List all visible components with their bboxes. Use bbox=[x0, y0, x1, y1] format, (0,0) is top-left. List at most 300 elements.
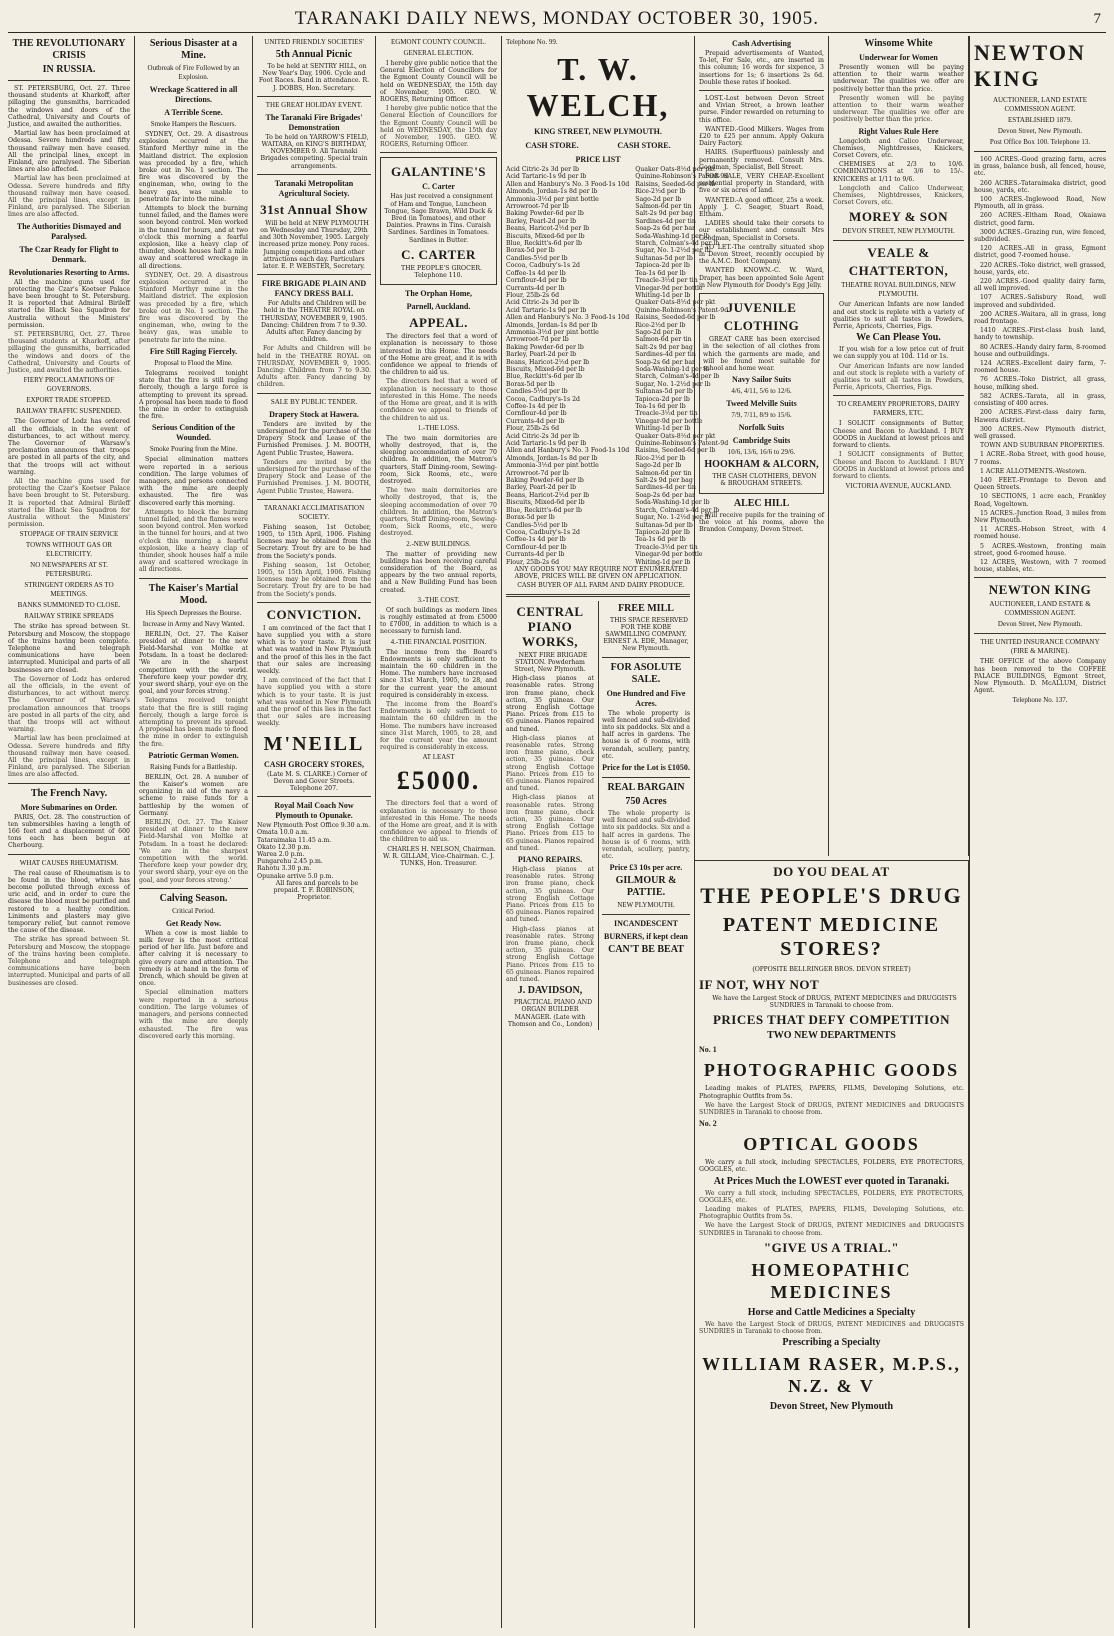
ad-text: Telephone No. 99. bbox=[506, 38, 558, 46]
price-item: Sultanas-5d per lb bbox=[635, 388, 693, 396]
ad-text: (OPPOSITE BELLRINGER BROS. DEVON STREET) bbox=[752, 965, 911, 973]
ad-text: We carry a full stock, including SPECTACLES, FOLDERS, EYE PROTECTORS, GOGGLES, etc. bbox=[699, 1159, 964, 1174]
price-item: Cornflour-4d per lb bbox=[506, 277, 567, 285]
rule bbox=[257, 393, 371, 394]
ad-text: CASH BUYER OF ALL FARM AND DAIRY PRODUCE. bbox=[517, 582, 685, 590]
ad-text: High-class pianos at reasonable rates. Strong iron frame piano, check action, 35 guineas. Our strong English Cottage Piano. Prices from £15 to 65 guineas. Pianos repaired and tuned. bbox=[506, 675, 594, 733]
drug-store-ad bbox=[695, 860, 969, 1628]
rule bbox=[257, 602, 371, 603]
ad-heading: M'NEILL bbox=[263, 732, 365, 755]
ad-heading: GILMOUR & PATTIE. bbox=[615, 875, 677, 899]
subhead: NO NEWSPAPERS AT ST. PETERSBURG. bbox=[30, 561, 108, 579]
ad-heading: 3.-THE COST. bbox=[417, 595, 460, 604]
classified-ad: TO LET.-The centrally situated shop in Devon Street, recently occupied by the A.M.C. Boot Company. bbox=[699, 243, 824, 266]
subhead: Outbreak of Fire Followed by an Explosion. bbox=[147, 64, 240, 81]
price-item: Starch, Colman's-4d per lb bbox=[635, 240, 720, 248]
property-listing: 220 ACRES.-Toko district, well grassed, house, yards, etc. bbox=[974, 261, 1106, 276]
ad-text: I SOLICIT consignments of Butter, Cheese and Bacon to Auckland. I BUY GOODS in Auckland at lowest prices and forward to clients. bbox=[833, 451, 964, 480]
ad-heading: NEWTON KING bbox=[974, 40, 1086, 91]
ad-text: Prepaid advertisements of Wanted, To-let, For Sale, etc., are inserted in this column; 16 words for sixpence, 3 insertions for 1s; 6 insertions 2s 6d. Double these rates if booked. bbox=[699, 50, 824, 86]
subhead: Smoke Pouring from the Mine. bbox=[149, 445, 238, 454]
ad-text: I hereby give public notice that the General Election of Councillors for the Egmont County Council will be held on WEDNESDAY, the 15th day of November, 1905. GEO. W. ROGERS, Returning Officer. bbox=[380, 105, 497, 149]
ad-text: THIS SPACE RESERVED FOR THE KOBE SAWMILLING COMPANY. ERNEST A. EDE, Manager, New Plymouth. bbox=[603, 616, 689, 653]
article-text: When a cow is most liable to milk fever is the most critical period of her life. Just before and after calving it is necessary to give every care and attention. The remedy is at hand in the form of Drench, which should be given at once. bbox=[139, 929, 248, 988]
ad-heading: Horse and Cattle Medicines a Specialty bbox=[747, 1306, 916, 1318]
ad-heading: APPEAL. bbox=[409, 315, 468, 331]
ad-heading: Norfolk Suits bbox=[738, 423, 785, 433]
price-item: Biscuits, Mixed-6d per lb bbox=[506, 499, 585, 507]
ad-text: The directors feel that a word of explanation is necessary to those interested in this Home. The needs of the Home are great, and it is with confidence we appeal to friends of the children to aid us. bbox=[380, 800, 497, 844]
property-listing: 1 ACRE ALLOTMENTS.-Westown. bbox=[980, 467, 1087, 475]
price-item: Candles-5½d per lb bbox=[506, 388, 568, 396]
ad-heading: THE GREAT HOLIDAY EVENT. bbox=[265, 100, 363, 109]
masthead-title: TARANAKI DAILY NEWS, MONDAY OCTOBER 30, 1905. bbox=[294, 8, 820, 29]
headline-navy: The French Navy. bbox=[30, 787, 108, 799]
price-item: Raisins, Seeded-6d per lb bbox=[635, 180, 716, 188]
price-item: Blue, Reckitt's-6d per lb bbox=[506, 373, 582, 381]
price-item: Rice-2½d per lb bbox=[635, 321, 686, 329]
subhead: RAILWAY STRIKE SPREADS bbox=[24, 612, 114, 621]
price-item: Barley, Pearl-2d per lb bbox=[506, 217, 577, 225]
piano-ad bbox=[506, 601, 594, 1031]
price-item: Baking Powder-6d per lb bbox=[506, 343, 584, 351]
classified-ad: HAIRS. (Superfluous) painlessly and permanently removed. Consult Mrs. Goodman, Specialist, Bell Street. bbox=[699, 149, 824, 171]
ad-text: I SOLICIT consignments of Butter, Cheese and Bacon to Auckland. I BUY GOODS in Auckland at lowest prices and forward to clients. bbox=[833, 420, 964, 450]
price-item: Starch, Colman's-4d per lb bbox=[635, 506, 720, 514]
ad-text: I am convinced of the fact that I have supplied you with a store which is to your taste. It is just what was wanted in New Plymouth and the proof of this lies in the fact that our sales are increasing weekly. bbox=[257, 624, 371, 675]
ad-text: The matter of providing new buildings has been receiving careful consideration of the Board, as appears by the two annual reports, and a New Building Fund has been created. bbox=[380, 550, 497, 594]
rule bbox=[974, 151, 1106, 152]
property-listing: 80 ACRES.-Handy dairy farm, 8-roomed house and outbuildings. bbox=[974, 343, 1106, 358]
price-item: Beans, Haricot-2½d per lb bbox=[506, 491, 590, 499]
ad-heading: THE UNITED INSURANCE COMPANY (FIRE & MARINE). bbox=[980, 638, 1100, 656]
price-item: Currants-4d per lb bbox=[506, 551, 565, 559]
property-listing: 1 ACRE.-Roba Street, with good house, 7 rooms. bbox=[974, 451, 1106, 466]
ad-heading: Price for the Lot is £1050. bbox=[602, 762, 690, 772]
ad-heading: C. Carter bbox=[422, 182, 455, 192]
ad-text: NEXT FIRE BRIGADE STATION. Powderham Street, New Plymouth. bbox=[514, 651, 588, 673]
price-item: Soap-2s 6d per bar bbox=[635, 225, 696, 233]
price-item: Whiting-1d per lb bbox=[635, 291, 691, 299]
ad-heading: NEW PLYMOUTH. bbox=[617, 901, 675, 910]
ad-text: VICTORIA AVENUE, AUCKLAND. bbox=[845, 482, 952, 491]
ad-heading: Devon Street, New Plymouth bbox=[769, 1401, 894, 1413]
price-item: Sardines-4d per tin bbox=[635, 217, 696, 225]
timetable-row: Warea 2.0 p.m. bbox=[257, 851, 305, 859]
ad-heading: GENERAL ELECTION. bbox=[403, 49, 474, 57]
price-item: Tapioca-2d per lb bbox=[635, 262, 690, 270]
timetable-row: Pungarehu 2.45 p.m. bbox=[257, 858, 323, 866]
ad-heading: TWO NEW DEPARTMENTS bbox=[767, 1030, 896, 1042]
ad-text: The two main dormitories are wholly destroyed, that is, the sleeping accommodation of over 70 children. In addition, the Matron's quarters, Staff Dining-room, Sewing-room, Sick Rooms, etc., were destroyed. bbox=[380, 434, 497, 485]
price-item: Quinine-Robinson's Patent-9d bbox=[635, 173, 729, 181]
ad-heading: No. 1 bbox=[699, 1045, 717, 1055]
timetable-row: New Plymouth Post Office 9.30 a.m. bbox=[257, 822, 371, 830]
price-item: Treacle-3½d per tin bbox=[635, 410, 698, 418]
ad-text: CHARLES H. NELSON, Chairman. W. R. GILLAM, Vice-Chairman. C. J. TUNKS, Hon. Treasurer. bbox=[383, 845, 496, 868]
price-item: Sago-2d per lb bbox=[635, 328, 682, 336]
price-item: Candles-5½d per lb bbox=[506, 254, 568, 262]
article-text: The Governor of Lodz has ordered all the officials, in the event of disturbances, to act without mercy. The Governor of Warsaw's proclamation announces that troops are posted in all parts of the city, and that the troops will act without warning. bbox=[8, 675, 130, 734]
price-item: Quaker Oats-8½d per pkt bbox=[635, 432, 716, 440]
price-item: Cornflour-4d per lb bbox=[506, 543, 567, 551]
subhead: Increase in Army and Navy Wanted. bbox=[142, 619, 245, 628]
ad-text: Will be held at NEW PLYMOUTH on Wednesday and Thursday, 29th and 30th November, 1905. Largely increased prize money. Pony races. Jumping competitions and other attractions each day. Particulars later. E. P. WEBSTER, Secretary. bbox=[258, 219, 370, 271]
price-item: Almonds, Jordan-1s 8d per lb bbox=[506, 188, 598, 196]
ad-text: Devon Street, New Plymouth. bbox=[997, 620, 1083, 629]
property-listing: 3000 ACRES.-Grazing run, wire fenced, subdivided. bbox=[974, 228, 1106, 244]
ad-heading: Cambridge Suits bbox=[732, 436, 791, 446]
property-listing: 140 FEET.-Frontage to Devon and Queen Streets. bbox=[974, 476, 1106, 492]
subhead: Raising Funds for a Battleship. bbox=[150, 762, 237, 771]
price-item: Cocoa, Cadbury's-1s 2d bbox=[506, 262, 580, 270]
ad-text: Will receive pupils for the training of the voice at his rooms, above the Brandon Company, Devon Street. bbox=[699, 511, 824, 533]
subhead: More Submarines on Order. bbox=[20, 802, 118, 812]
article-text: Martial law has been proclaimed at Odessa. Severe hundreds and fifty thousand railway men have ceased. All the principal lines, except in Finland, are paralysed. The Siberian lines are also affected. bbox=[8, 175, 130, 219]
price-item: Treacle-3½d per tin bbox=[635, 543, 698, 551]
ad-heading: HOOKHAM & ALCORN, bbox=[704, 459, 819, 471]
price-item: Salmon-6d per tin bbox=[635, 203, 692, 211]
ad-text: (Late M. S. CLARKE.) Corner of Devon and Gover Streets. Telephone 207. bbox=[266, 770, 367, 792]
ad-text: GREAT CARE has been exercised in the selection of all clothes from which the garments are made, and will be found most suitable for school and home wear. bbox=[703, 336, 820, 372]
ad-heading: NEWTON KING bbox=[988, 582, 1092, 598]
property-listings bbox=[974, 156, 1106, 573]
subhead: Proposal to Flood the Mine. bbox=[154, 358, 233, 367]
ad-text: Longcloth and Calico Underwear, Chemises, Nightdresses, Knickers, Corset Covers, etc. bbox=[833, 184, 964, 207]
ad-heading: 31st Annual Show bbox=[260, 201, 368, 217]
rule bbox=[257, 96, 371, 97]
article-text: Attempts to block the burning tunnel failed, and the flames were soon beyond control. Men worked in the tunnel for hours, and at two o'clock this morning a fearful explosion, like a heavy clap of thunder, shook houses half a mile away and scattered wreckage in all directions. bbox=[139, 205, 248, 270]
price-item: Biscuits, Mixed-6d per lb bbox=[506, 365, 585, 373]
ad-text: AUCTIONEER, LAND ESTATE & COMMISSION AGENT. bbox=[989, 600, 1091, 618]
ad-text: Post Office Box 100. Telephone 13. bbox=[989, 138, 1091, 146]
ad-heading: UNITED FRIENDLY SOCIETIES' bbox=[264, 38, 364, 46]
ad-heading: Winsome White bbox=[864, 38, 933, 49]
subhead: STRINGENT ORDERS AS TO MEETINGS. bbox=[24, 581, 114, 599]
price-item: Acid Citric-2s 3d per lb bbox=[506, 166, 579, 173]
price-item: Quinine-Robinson's Patent-9d bbox=[635, 306, 729, 314]
ad-text: High-class pianos at reasonable rates. Strong iron frame piano, check action, 35 guineas. Our strong English Cottage Piano. Prices from £15 to 65 guineas. Pianos repaired and tuned. bbox=[506, 734, 594, 793]
ad-heading: AT LEAST bbox=[422, 753, 455, 762]
property-listing: 10 SECTIONS, 1 acre each, Frankley Road, Vogeltown. bbox=[974, 493, 1106, 508]
property-listing: 5 ACRES.-Westown, fronting main street, good 6-roomed house. bbox=[974, 542, 1106, 557]
ad-text: To be held at SENTRY HILL, on New Year's Day, 1906. Cycle and Foot Races. Band in attendance. R. J. DOBBS, Hon. Secretary. bbox=[258, 63, 370, 92]
ad-heading: EGMONT COUNTY COUNCIL. bbox=[390, 38, 487, 46]
price-item: Coffee-1s 4d per lb bbox=[506, 403, 566, 410]
ad-text: Our American Infants are now landed and out stock is replete with a variety of qualities to suit all tastes in Powders, Perrie, Apricots, Cherries, Figs. bbox=[833, 301, 964, 331]
price-item: Coffee-1s 4d per lb bbox=[506, 536, 566, 544]
ad-heading: T. W. WELCH, bbox=[526, 51, 670, 123]
price-item: Raisins, Seeded-6d per lb bbox=[635, 447, 716, 455]
ad-heading: BURNERS, if kept clean bbox=[603, 932, 688, 942]
ad-text: The two main dormitories are wholly destroyed, that is, the sleeping accommodation of over 70 children. In addition, the Matron's quarters, Staff Dining-room, Sewing-room, Sick Rooms, etc., were destroyed. bbox=[380, 487, 497, 538]
property-listing: 120 ACRES.-All in grass, Egmont district, good 7-roomed house. bbox=[974, 245, 1106, 260]
ad-text: Tenders are invited by the undersigned for the purchase of the Drapery Stock and Lease of the Furnished Premises. J. M. BOOTH, Agent Public Trustee, Hawera. bbox=[257, 420, 371, 457]
price-item: Acid Tartaric-1s 9d per lb bbox=[506, 440, 587, 448]
ad-heading: "GIVE US A TRIAL." bbox=[763, 1239, 900, 1255]
article-text: BERLIN, Oct. 27. The Kaiser presided at dinner to the new Field-Marshal von Moltke at Potsdam. In a toast he declared: 'We are in the sharpest competition with the world. Therefore keep your powder dry, your sword sharp, your eye on the goal, and your forces strong.' bbox=[139, 819, 248, 884]
property-listing: 124 ACRES.-Excellent dairy farm, 7-roomed house. bbox=[974, 360, 1106, 375]
ad-text: Our American Infants are now landed and out stock is replete with a variety of qualities to suit all tastes in Powders, Perrie, Apricots, Cherries, Figs. bbox=[833, 362, 964, 392]
ad-heading: We Can Please You. bbox=[856, 332, 941, 344]
price-item: Sugar, No. 1-2½d per lb bbox=[635, 514, 711, 522]
price-item: Soap-2s 6d per bar bbox=[635, 491, 696, 499]
ad-text: Tenders are invited by the undersigned for the purchase of the Drapery Stock and Lease of the Furnished Premises. J. M. BOOTH, Agent Public Trustee, Hawera. bbox=[257, 458, 371, 495]
property-listing: 11 ACRES.-Hobson Street, with 4 roomed house. bbox=[974, 526, 1106, 541]
ad-text: 4/6, 4/11, 5/6 to 12/6. bbox=[731, 387, 792, 396]
ad-text: We carry a full stock, including SPECTACLES, FOLDERS, EYE PROTECTORS, GOGGLES, etc. bbox=[699, 1189, 964, 1204]
subhead: STOPPAGE OF TRAIN SERVICE bbox=[19, 530, 119, 539]
ad-heading: 1.-THE LOSS. bbox=[417, 423, 460, 432]
ad-heading: PRICES THAT DEFY COMPETITION bbox=[712, 1012, 951, 1028]
cash-store-row bbox=[506, 138, 690, 152]
ad-heading: CENTRAL PIANO WORKS, bbox=[516, 603, 584, 649]
article-text: ST. PETERSBURG, Oct. 27. Three thousand students at Kharkoff, after pillaging the gunsmiths, barricaded the windows and doors of the Cathedral, University and Courts of Justice, and awaited the authorities. bbox=[8, 85, 130, 129]
price-item: Starch, Colman's-4d per lb bbox=[635, 373, 720, 381]
ad-text: AUCTIONEER, LAND ESTATE COMMISSION AGENT. bbox=[992, 96, 1088, 113]
subhead: A Terrible Scene. bbox=[164, 108, 223, 117]
ad-text: Leading makes of PLATES, PAPERS, FILMS, Developing Solutions, etc. Photographic Outfits from 5s. bbox=[699, 1206, 964, 1221]
price-item: Salmon-6d per tin bbox=[635, 336, 692, 344]
classified-ad: LADIES should take their corsets to our establishment and consult Mrs Goodman, Specialist in Corsets. bbox=[699, 220, 824, 242]
headline-russia: IN RUSSIA. bbox=[42, 64, 96, 75]
price-item: Soda-Washing-1d per lb bbox=[635, 499, 710, 507]
price-item: Vinegar-9d per bottle bbox=[635, 417, 703, 425]
rule bbox=[8, 854, 130, 855]
price-item: Sultanas-5d per lb bbox=[635, 254, 693, 262]
ad-heading: CASH STORE. bbox=[525, 141, 579, 150]
ad-heading: Navy Sailor Suits bbox=[732, 375, 791, 385]
ad-text: The directors feel that a word of explanation is necessary to those interested in this Home. The needs of the Home are great, and it is with confidence we appeal to friends of the children to aid us. bbox=[380, 333, 497, 377]
coach-timetable bbox=[257, 822, 371, 880]
property-listing: 12 ACRES, Westown, with 7 roomed house, stables, etc. bbox=[974, 558, 1106, 574]
price-item: Borax-5d per lb bbox=[506, 514, 555, 522]
article-text: All the machine guns used for protecting the Czar's Koetser Palace have been brought to St. Petersburg. It is reported that Admiral Birileff started the Black Sea Squadron for Australia without the Ministers' permission. bbox=[8, 278, 130, 329]
ad-heading: CONVICTION. bbox=[266, 606, 362, 622]
ad-heading: 4.-THE FINANCIAL POSITION. bbox=[390, 637, 487, 646]
price-item: Rice-2½d per lb bbox=[635, 188, 686, 196]
ad-text: We have the Largest Stock of DRUGS, PATENT MEDICINES and DRUGGISTS SUNDRIES in Taranaki to choose from. bbox=[699, 1101, 964, 1117]
ad-heading: VEALE & bbox=[867, 245, 930, 261]
timetable-row: Okato 12.30 p.m. bbox=[257, 843, 312, 851]
ad-heading: One Hundred and Five Acres. bbox=[606, 688, 686, 708]
ad-heading: WILLIAM RASER, M.P.S., N.Z. & V bbox=[702, 1354, 961, 1397]
ad-heading: Underwear for Women bbox=[859, 53, 938, 62]
price-item: Raisins, Seeded-6d per lb bbox=[635, 314, 716, 322]
ad-heading: FOR ASOLUTE SALE. bbox=[610, 661, 682, 685]
price-item: Cocoa, Cadbury's-1s 2d bbox=[506, 395, 580, 403]
ad-text: The income from the Board's Endowments is only sufficient to maintain the 60 children in the Home. The numbers have increased since 31st March, 1905, to 28, and for the current year the amount required is considerably in excess. bbox=[380, 648, 497, 699]
property-listing: 260 ACRES.-Eltham Road, Okaiawa district, good farm. bbox=[974, 212, 1106, 227]
price-item: Tapioca-2d per lb bbox=[635, 528, 690, 536]
article-text: Telegrams received tonight state that the fire is still raging fiercely, though a large force is attempting to prevent its spread. A proposal has been made to flood the mine in order to extinguish the fire. bbox=[139, 697, 248, 748]
property-listing: 582 ACRES.-Tarata, all in grass, consisting of 400 acres. bbox=[974, 392, 1106, 408]
column-7 bbox=[829, 36, 969, 856]
ad-text: 10/6, 13/6, 16/6 to 29/6. bbox=[727, 448, 796, 457]
price-item: Sugar, No. 1-2½d per lb bbox=[635, 247, 711, 255]
ad-text: All fares and parcels to be prepaid. T. F. ROBINSON, Proprietor. bbox=[273, 879, 359, 902]
column-6 bbox=[695, 36, 829, 856]
article-text: Telegrams received tonight state that the fire is still raging fiercely, though a large force is attempting to prevent its spread. A proposal has been made to flood the mine in order to extinguish the fire. bbox=[139, 369, 248, 421]
ad-heading: TARANAKI ACCLIMATISATION SOCIETY. bbox=[263, 503, 365, 521]
subhead: EXPORT TRADE STOPPED. bbox=[26, 396, 112, 405]
ad-text: Longcloth and Calico Underwear, Chemises, Nightdresses, Knickers, Corset Covers, etc. bbox=[833, 137, 964, 160]
ad-heading: REAL BARGAIN bbox=[607, 781, 685, 793]
ad-heading: KING STREET, NEW PLYMOUTH. bbox=[534, 127, 662, 136]
ad-heading: CASH GROCERY STORES, bbox=[264, 759, 364, 769]
property-listing: 1410 ACRES.-First-class bush land, handy to township. bbox=[974, 327, 1106, 342]
price-item: Currants-4d per lb bbox=[506, 417, 565, 425]
price-item: Acid Citric-2s 3d per lb bbox=[506, 432, 579, 440]
masthead bbox=[8, 6, 1106, 33]
price-item: Baking Powder-6d per lb bbox=[506, 477, 584, 485]
price-item: Acid Citric-2s 3d per lb bbox=[506, 299, 579, 307]
price-item: Borax-5d per lb bbox=[506, 380, 555, 388]
price-item: Tea-1s 6d per lb bbox=[635, 536, 686, 544]
column-2 bbox=[135, 36, 253, 1628]
page-number: 7 bbox=[1093, 11, 1102, 27]
property-listing: 200 ACRES.-First-class dairy farm, Hawera district. bbox=[974, 409, 1106, 424]
ad-text: ANY GOODS YOU MAY REQUIRE NOT ENUMERATED ABOVE, PRICES WILL BE GIVEN ON APPLICATION. bbox=[514, 565, 688, 581]
article-text: The strike has spread between St. Petersburg and Moscow, the stoppage of the trains having been complete. Telephone and telegraph communications have been interrupted. Municipal and parts of all businesses are closed. bbox=[8, 936, 130, 987]
classified-ad: LOST.-Lost between Devon Street and Vivian Street, a brown leather purse. Finder rewarded on returning to this office. bbox=[699, 95, 824, 124]
subhead: Get Ready Now. bbox=[165, 918, 222, 928]
timetable-row: Tataraimaka 11.45 a.m. bbox=[257, 836, 332, 844]
price-item: Salmon-6d per tin bbox=[635, 469, 692, 477]
ad-text: Devon Street, New Plymouth. bbox=[997, 127, 1083, 135]
price-item: Baking Powder-6d per lb bbox=[506, 210, 584, 218]
ad-text: High-class pianos at reasonable rates. Strong iron frame piano, check action, 35 guineas. Our strong English Cottage Piano. Prices from £15 to 65 guineas. Pianos repaired and tuned. bbox=[506, 866, 594, 924]
article-text: Attempts to block the burning tunnel failed, and the flames were soon beyond control. Men worked in the tunnel for hours, and at two o'clock this morning a fearful explosion, like a heavy clap of thunder, shook houses half a mile away and scattered wreckage in all directions. bbox=[139, 508, 248, 574]
rule bbox=[139, 888, 248, 889]
ad-text: Fishing season, 1st October, 1905, to 15th April, 1906. Fishing licenses may be obtained from the Secretary. Trout fry are to be had from the Society's ponds. bbox=[257, 561, 371, 598]
property-listing: 15 ACRES.-Junction Road, 3 miles from New Plymouth. bbox=[974, 509, 1106, 524]
price-item: Salt-2s 9d per bag bbox=[635, 477, 693, 485]
ad-heading: PRICE LIST bbox=[575, 155, 621, 164]
ad-heading: Tweed Melville Suits bbox=[726, 399, 797, 409]
price-item: Ammonia-3½d per pint bottle bbox=[506, 462, 599, 470]
column-1 bbox=[4, 36, 135, 1628]
land-ads bbox=[598, 601, 690, 1031]
article-text: All the machine guns used for protecting the Czar's Koetser Palace have been brought to St. Petersburg. It is reported that Admiral Birileff started the Black Sea Squadron for Australia without the Ministers' permission. bbox=[8, 477, 130, 529]
ad-heading: J. DAVIDSON, bbox=[517, 985, 583, 997]
price-item: Arrowroot-7d per lb bbox=[506, 203, 569, 211]
subhead: The Czar Ready for Flight to Denmark. bbox=[19, 244, 119, 264]
ad-text: We have the Largest Stock of DRUGS, PATENT MEDICINES and DRUGGISTS SUNDRIES in Taranaki to choose from. bbox=[699, 1222, 964, 1237]
article-text: Special elimination matters were reported in a serious condition. The large volumes of managers, and persons connected with the mine are deeply exhausted. The fire was discovered early this morning. bbox=[139, 989, 248, 1040]
price-item: Currants-4d per lb bbox=[506, 284, 565, 292]
ad-heading: 5th Annual Picnic bbox=[275, 49, 353, 60]
article-text: Martial law has been proclaimed at Odessa. Severe hundreds and fifty thousand railway men have ceased. All the principal lines, except in Finland, are paralysed. The Siberian lines are also affected. bbox=[8, 130, 130, 174]
headline-disaster: Serious Disaster at a Mine. bbox=[149, 38, 238, 61]
ad-text: The directors feel that a word of explanation is necessary to those interested in this Home. The needs of the Home are great, and it is with confidence we appeal to friends of the children to aid us. bbox=[380, 378, 497, 422]
timetable-row: Omata 10.0 a.m. bbox=[257, 829, 310, 837]
ad-heading: 750 Acres bbox=[625, 795, 667, 807]
ad-heading: HOMEOPATHIC MEDICINES bbox=[751, 1259, 912, 1302]
rule bbox=[974, 577, 1106, 578]
ad-heading: The Taranaki Fire Brigades' Demonstration bbox=[265, 112, 363, 132]
article-text: The real cause of Rheumatism is to be found in the blood, which has become polluted through excess of uric acid, and in order to cure the disease the blood must be purified and restored to a healthy condition. Liniments and plasters may give temporary relief, but cannot remove the cause of the disease. bbox=[8, 869, 130, 935]
ad-heading: The Orphan Home, bbox=[405, 289, 472, 299]
price-item: Salt-2s 9d per bag bbox=[635, 210, 693, 218]
property-listing: 300 ACRES.-New Plymouth district, well grassed. bbox=[974, 425, 1106, 440]
ad-heading: Taranaki Metropolitan Agricultural Society. bbox=[274, 178, 354, 198]
rule bbox=[833, 395, 964, 396]
rule bbox=[602, 657, 690, 658]
ad-text: Fishing season, 1st October, 1905, to 15th April, 1906. Fishing licenses may be obtained from the Secretary. Trout fry are to be had from the Society's ponds. bbox=[257, 523, 371, 560]
subhead: Fire Still Raging Fiercely. bbox=[149, 346, 238, 356]
price-item: Arrowroot-7d per lb bbox=[506, 469, 569, 477]
price-item: Beans, Haricot-2½d per lb bbox=[506, 358, 590, 366]
rule bbox=[380, 152, 497, 153]
article-text: Special elimination matters were reported in a serious condition. The large volumes of managers, and persons connected with the mine are deeply exhausted. The fire was discovered early this morning. bbox=[139, 456, 248, 507]
ad-heading: PIANO REPAIRS. bbox=[517, 855, 583, 865]
price-item: Sugar, No. 1-2½d per lb bbox=[635, 380, 711, 388]
ad-text: 7/9, 7/11, 8/9 to 15/6. bbox=[731, 411, 792, 420]
price-item: Almonds, Jordan-1s 8d per lb bbox=[506, 321, 598, 329]
ad-text: For Adults and Children will be held in the THEATRE ROYAL on THURSDAY, NOVEMBER 9, 1905. Dancing: Children from 7 to 9.30. Adults after. Fancy dancing by children. bbox=[260, 300, 368, 344]
ad-heading: MOREY & SON bbox=[849, 209, 948, 225]
ad-text: THE CASH CLOTHIERS, DEVON & BROUGHAM STREETS. bbox=[712, 473, 817, 488]
subhead: Critical Period. bbox=[172, 906, 215, 915]
ad-text: CHEMISES at 2/3 to 10/6. COMBINATIONS at 3/6 to 15/-. KNICKERS at 1/11 to 9/6. bbox=[833, 161, 964, 183]
price-item: Acid Tartaric-1s 9d per lb bbox=[506, 306, 587, 314]
property-listing: 107 ACRES.-Salisbury Road, well improved and subdivided. bbox=[974, 294, 1106, 309]
ad-text: DEVON STREET, NEW PLYMOUTH. bbox=[842, 227, 955, 236]
ad-text: The income from the Board's Endowments is only sufficient to maintain the 60 children in the Home. The numbers have increased since 31st March, 1905, to 28, and for the current year the amount required is considerably in excess. bbox=[380, 701, 497, 752]
property-listing: 260 ACRES.-Tataraimaka district, good house, yards, etc. bbox=[974, 179, 1106, 194]
ad-text: To be held on YARROW'S FIELD, WAITARA, on KING'S BIRTHDAY, NOVEMBER 9. All Taranaki Brigades competing. Special train arrangements. bbox=[260, 133, 369, 170]
subhead: WHAT CAUSES RHEUMATISM. bbox=[19, 858, 119, 867]
article-text: SYDNEY, Oct. 29. A disastrous explosion occurred at the Stanford Merthyr mine in the Maitland district. The explosion was preceded by a fire, which broke out in No. 1 section. The fire was discovered by the engineman, who, owing to the heavy gas, was unable to penetrate far into the mine. bbox=[139, 271, 248, 344]
headline-crisis: THE REVOLUTIONARY CRISIS bbox=[12, 38, 126, 61]
price-item: Biscuits, Mixed-6d per lb bbox=[506, 232, 585, 240]
subhead: His Speech Depresses the Bourse. bbox=[145, 608, 242, 617]
subhead: Wreckage Scattered in all Directions. bbox=[149, 85, 238, 104]
price-item: Cocoa, Cadbury's-1s 2d bbox=[506, 528, 580, 536]
price-item: Allen and Hanbury's No. 3 Food-1s 10d bbox=[506, 447, 630, 455]
ad-heading: CLOTHING bbox=[723, 318, 800, 334]
subhead: RAILWAY TRAFFIC SUSPENDED. bbox=[16, 407, 122, 416]
price-item: Borax-5d per lb bbox=[506, 247, 555, 255]
rule bbox=[257, 274, 371, 275]
price-item: Salt-2s 9d per bag bbox=[635, 343, 693, 351]
ad-heading: THE PEOPLE'S DRUG bbox=[700, 883, 963, 908]
column-8 bbox=[969, 36, 1110, 1628]
classified-ad: WANTED KNOWN.-C. W. Ward, Draper, has been appointed Sole Agent in New Plymouth for Doody's Egg Jelly. bbox=[699, 267, 824, 289]
ad-text: High-class pianos at reasonable rates. Strong iron frame piano, check action, 35 guineas. Our strong English Cottage Piano. Prices from £15 to 65 guineas. Pianos repaired and tuned. bbox=[506, 794, 594, 852]
price-item: Ammonia-3½d per pint bottle bbox=[506, 195, 599, 203]
price-item: Almonds, Jordan-1s 8d per lb bbox=[506, 454, 598, 462]
rule bbox=[833, 240, 964, 241]
ad-text: ESTABLISHED 1879. bbox=[1008, 116, 1072, 124]
rule bbox=[506, 594, 690, 597]
rule bbox=[8, 80, 130, 81]
ad-text: Leading makes of PLATES, PAPERS, FILMS, Developing Solutions, etc. Photographic Outfits from 5s. bbox=[699, 1085, 964, 1100]
ad-heading: FIRE BRIGADE PLAIN AND FANCY DRESS BALL bbox=[261, 279, 367, 299]
subhead: FIERY PROCLAMATIONS OF GOVERNORS. bbox=[23, 376, 115, 394]
price-item: Allen and Hanbury's No. 3 Food-1s 10d bbox=[506, 180, 630, 188]
column-3 bbox=[253, 36, 376, 1628]
ad-heading: Price £3 10s per acre. bbox=[609, 863, 683, 873]
price-item: Cornflour-4d per lb bbox=[506, 410, 567, 418]
price-item: Quinine-Robinson's Patent-9d bbox=[635, 440, 729, 448]
price-item: Candles-5½d per lb bbox=[506, 521, 568, 529]
ad-heading: INCANDESCENT bbox=[613, 919, 678, 929]
ad-heading: CHATTERTON, bbox=[848, 263, 949, 279]
subhead: BANKS SUMMONED TO CLOSE. bbox=[17, 601, 121, 610]
article-text: The Governor of Lodz has ordered all the officials, in the event of disturbances, to act without mercy. The Governor of Warsaw's proclamation announces that troops are posted in all parts of the city, and that the troops will act without warning. bbox=[8, 418, 130, 476]
